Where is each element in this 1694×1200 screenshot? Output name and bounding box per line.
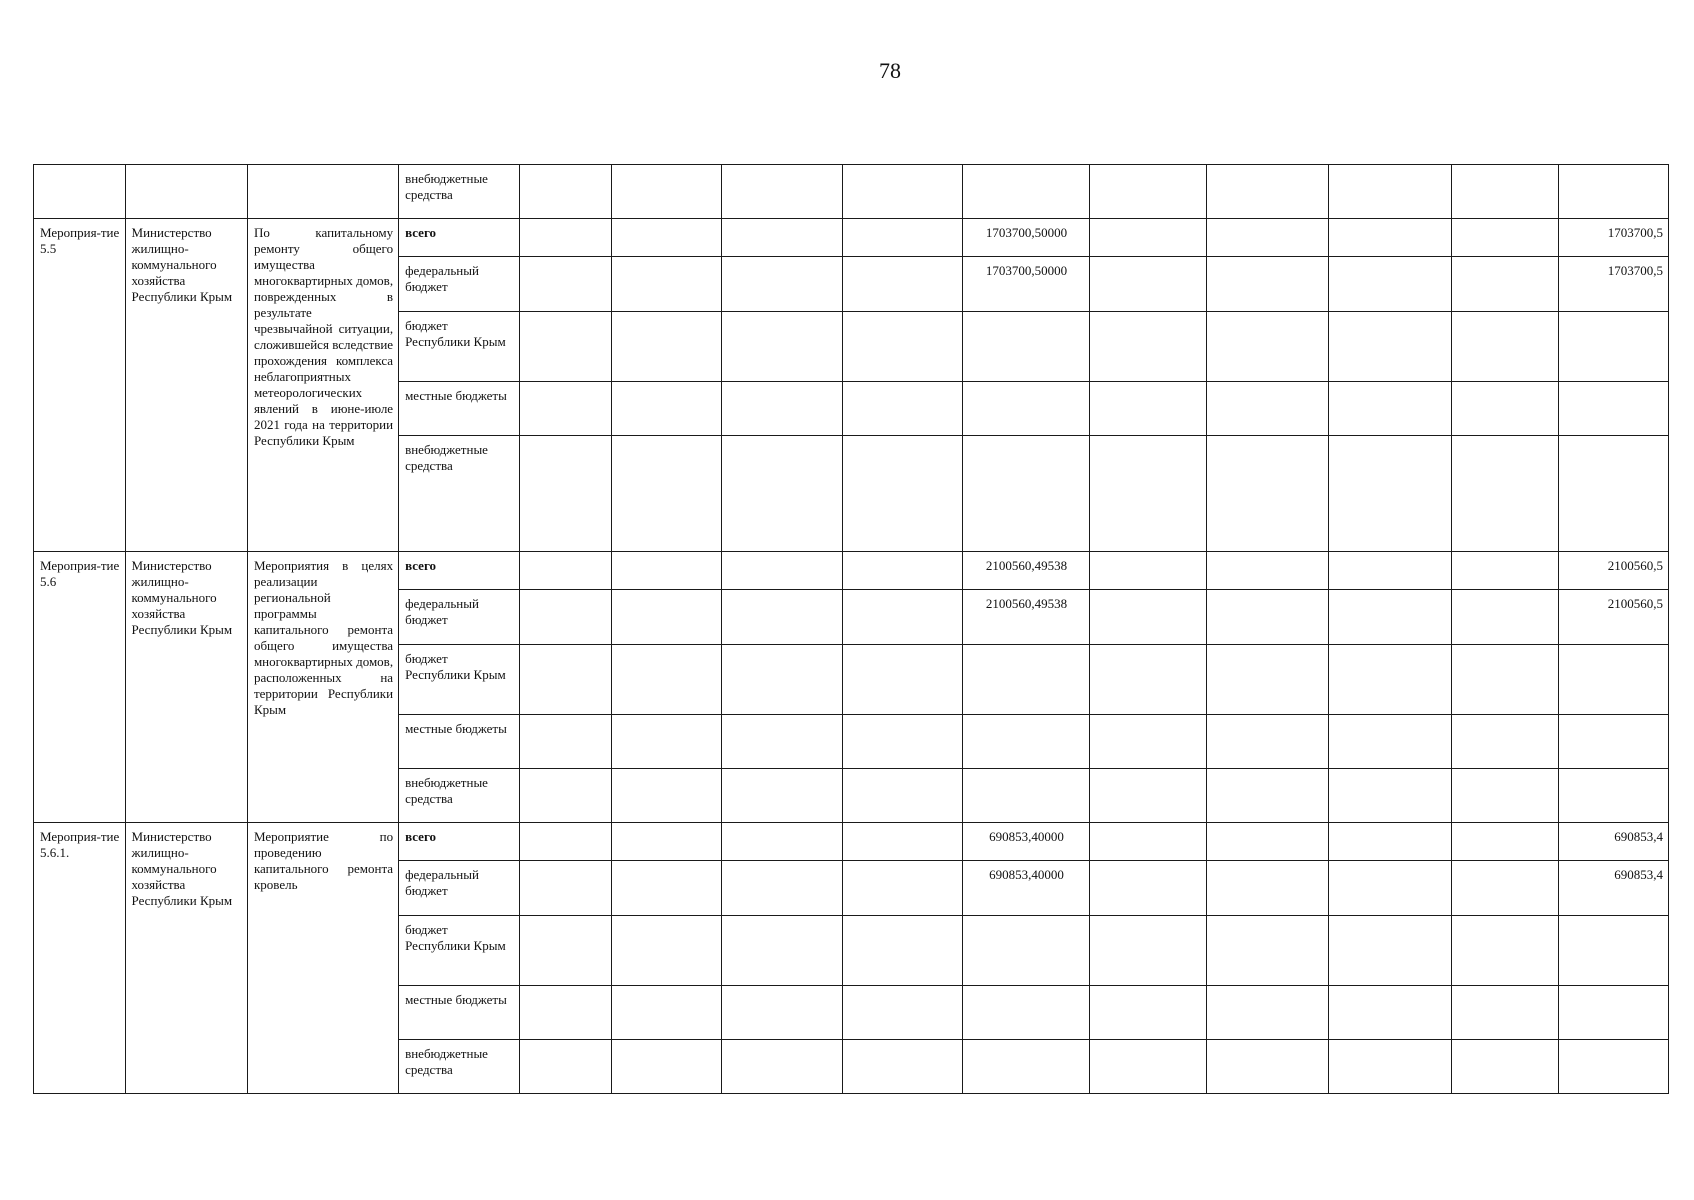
value-total: 2100560,49538 <box>963 552 1090 590</box>
table-row <box>34 219 1669 257</box>
responsible-org: Министерство жилищно-коммунального хозяйства Республики Крым <box>125 823 247 1094</box>
sum-federal: 2100560,5 <box>1559 590 1669 645</box>
source-local: местные бюджеты <box>399 715 520 769</box>
sum-total: 690853,4 <box>1559 823 1669 861</box>
source-cell: внебюджетные средства <box>399 165 520 219</box>
measure-description: По капитальному ремонту общего имущества многоквартирных домов, поврежденных в результате чрезвычайной ситуации, сложившейся вследствие прохождения комплекса неблагоприятных метеорологических явлений в июне-июле 2021 года на территории Республики Крым <box>247 219 398 552</box>
source-extra: внебюджетные средства <box>399 436 520 552</box>
page-number: 78 <box>879 58 901 83</box>
source-total: всего <box>399 219 520 257</box>
responsible-org: Министерство жилищно-коммунального хозяйства Республики Крым <box>125 552 247 823</box>
measure-code: Мероприя-тие 5.5 <box>34 219 126 552</box>
org-cell <box>125 165 247 219</box>
table-row <box>34 823 1669 861</box>
source-federal: федеральный бюджет <box>399 257 520 312</box>
sum-total: 2100560,5 <box>1559 552 1669 590</box>
measure-description: Мероприятия в целях реализации региональной программы капитального ремонта общего имущества многоквартирных домов, расположенных на территории Республики Крым <box>247 552 398 823</box>
budget-table <box>33 164 1669 1094</box>
value-total: 690853,40000 <box>963 823 1090 861</box>
sum-total: 1703700,5 <box>1559 219 1669 257</box>
source-total: всего <box>399 823 520 861</box>
source-local: местные бюджеты <box>399 382 520 436</box>
source-extra: внебюджетные средства <box>399 769 520 823</box>
table-row <box>34 552 1669 590</box>
source-republic: бюджет Республики Крым <box>399 916 520 986</box>
desc-cell <box>247 165 398 219</box>
measure-code: Мероприя-тие 5.6.1. <box>34 823 126 1094</box>
value-federal: 2100560,49538 <box>963 590 1090 645</box>
source-local: местные бюджеты <box>399 986 520 1040</box>
code-cell <box>34 165 126 219</box>
value-total: 1703700,50000 <box>963 219 1090 257</box>
responsible-org: Министерство жилищно-коммунального хозяйства Республики Крым <box>125 219 247 552</box>
source-total: всего <box>399 552 520 590</box>
sum-federal: 1703700,5 <box>1559 257 1669 312</box>
measure-code: Мероприя-тие 5.6 <box>34 552 126 823</box>
measure-description: Мероприятие по проведению капитального ремонта кровель <box>247 823 398 1094</box>
source-republic: бюджет Республики Крым <box>399 645 520 715</box>
value-federal: 1703700,50000 <box>963 257 1090 312</box>
source-republic: бюджет Республики Крым <box>399 312 520 382</box>
sum-federal: 690853,4 <box>1559 861 1669 916</box>
value-federal: 690853,40000 <box>963 861 1090 916</box>
table-row <box>34 165 1669 219</box>
source-federal: федеральный бюджет <box>399 590 520 645</box>
source-extra: внебюджетные средства <box>399 1040 520 1094</box>
source-federal: федеральный бюджет <box>399 861 520 916</box>
